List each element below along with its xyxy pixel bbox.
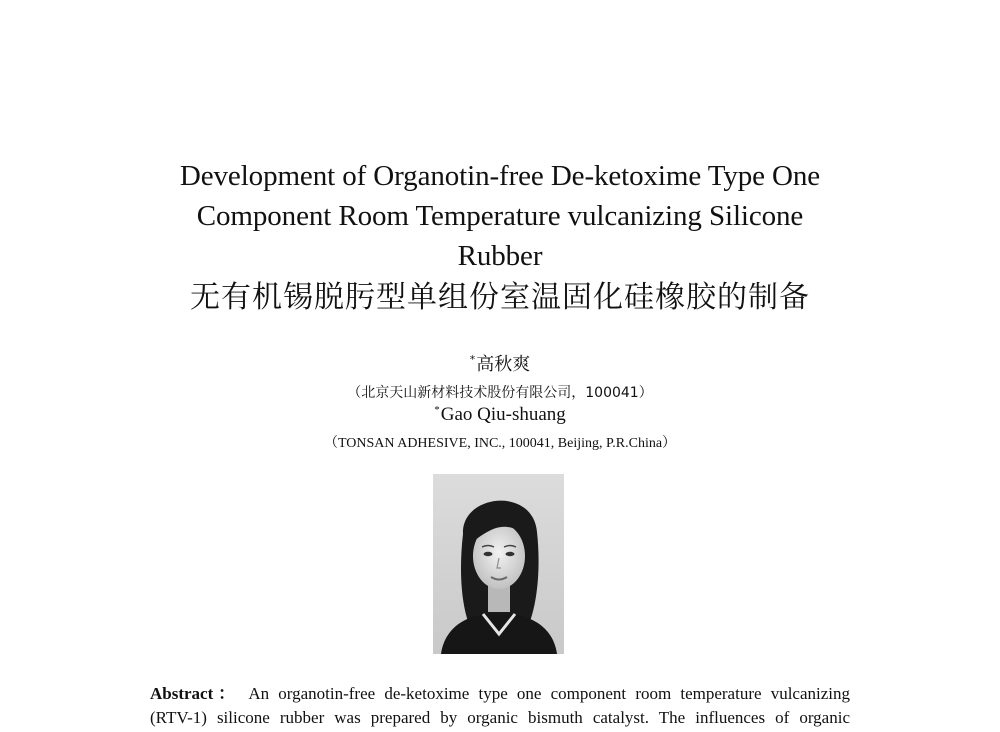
author-english	[0, 404, 1000, 426]
abstract-label: Abstract：	[150, 684, 241, 703]
title-block	[0, 156, 1000, 318]
title-english-line-2: Component Room Temperature vulcanizing Silicone	[196, 200, 804, 232]
title-english-line-1: Development of Organotin-free De-ketoxime Type One	[179, 160, 821, 192]
affiliation-chinese: （北京天山新材料技术股份有限公司，100041）	[347, 385, 653, 401]
abstract-text-line-1: An organotin-free de-ketoxime type one component room temperature vulcanizing	[248, 684, 851, 703]
author-portrait-icon	[433, 474, 564, 654]
author-portrait-photo	[433, 474, 564, 654]
author-chinese-name: 高秋爽	[476, 354, 531, 375]
author-english-name: Gao Qiu-shuang	[440, 404, 566, 425]
author-chinese	[0, 350, 1000, 376]
abstract	[150, 682, 850, 730]
author-marker: *	[434, 404, 440, 416]
affiliation-english: （TONSAN ADHESIVE, INC., 100041, Beijing, P.R.China）	[323, 436, 677, 451]
title-chinese: 无有机锡脱肟型单组份室温固化硅橡胶的制备	[190, 280, 810, 315]
title-english-line-3: Rubber	[457, 240, 543, 272]
abstract-line-1	[150, 682, 850, 706]
abstract-text-line-2: (RTV-1) silicone rubber was prepared by organic bismuth catalyst. The influences of organic	[150, 708, 850, 727]
author-marker: *	[469, 353, 476, 366]
